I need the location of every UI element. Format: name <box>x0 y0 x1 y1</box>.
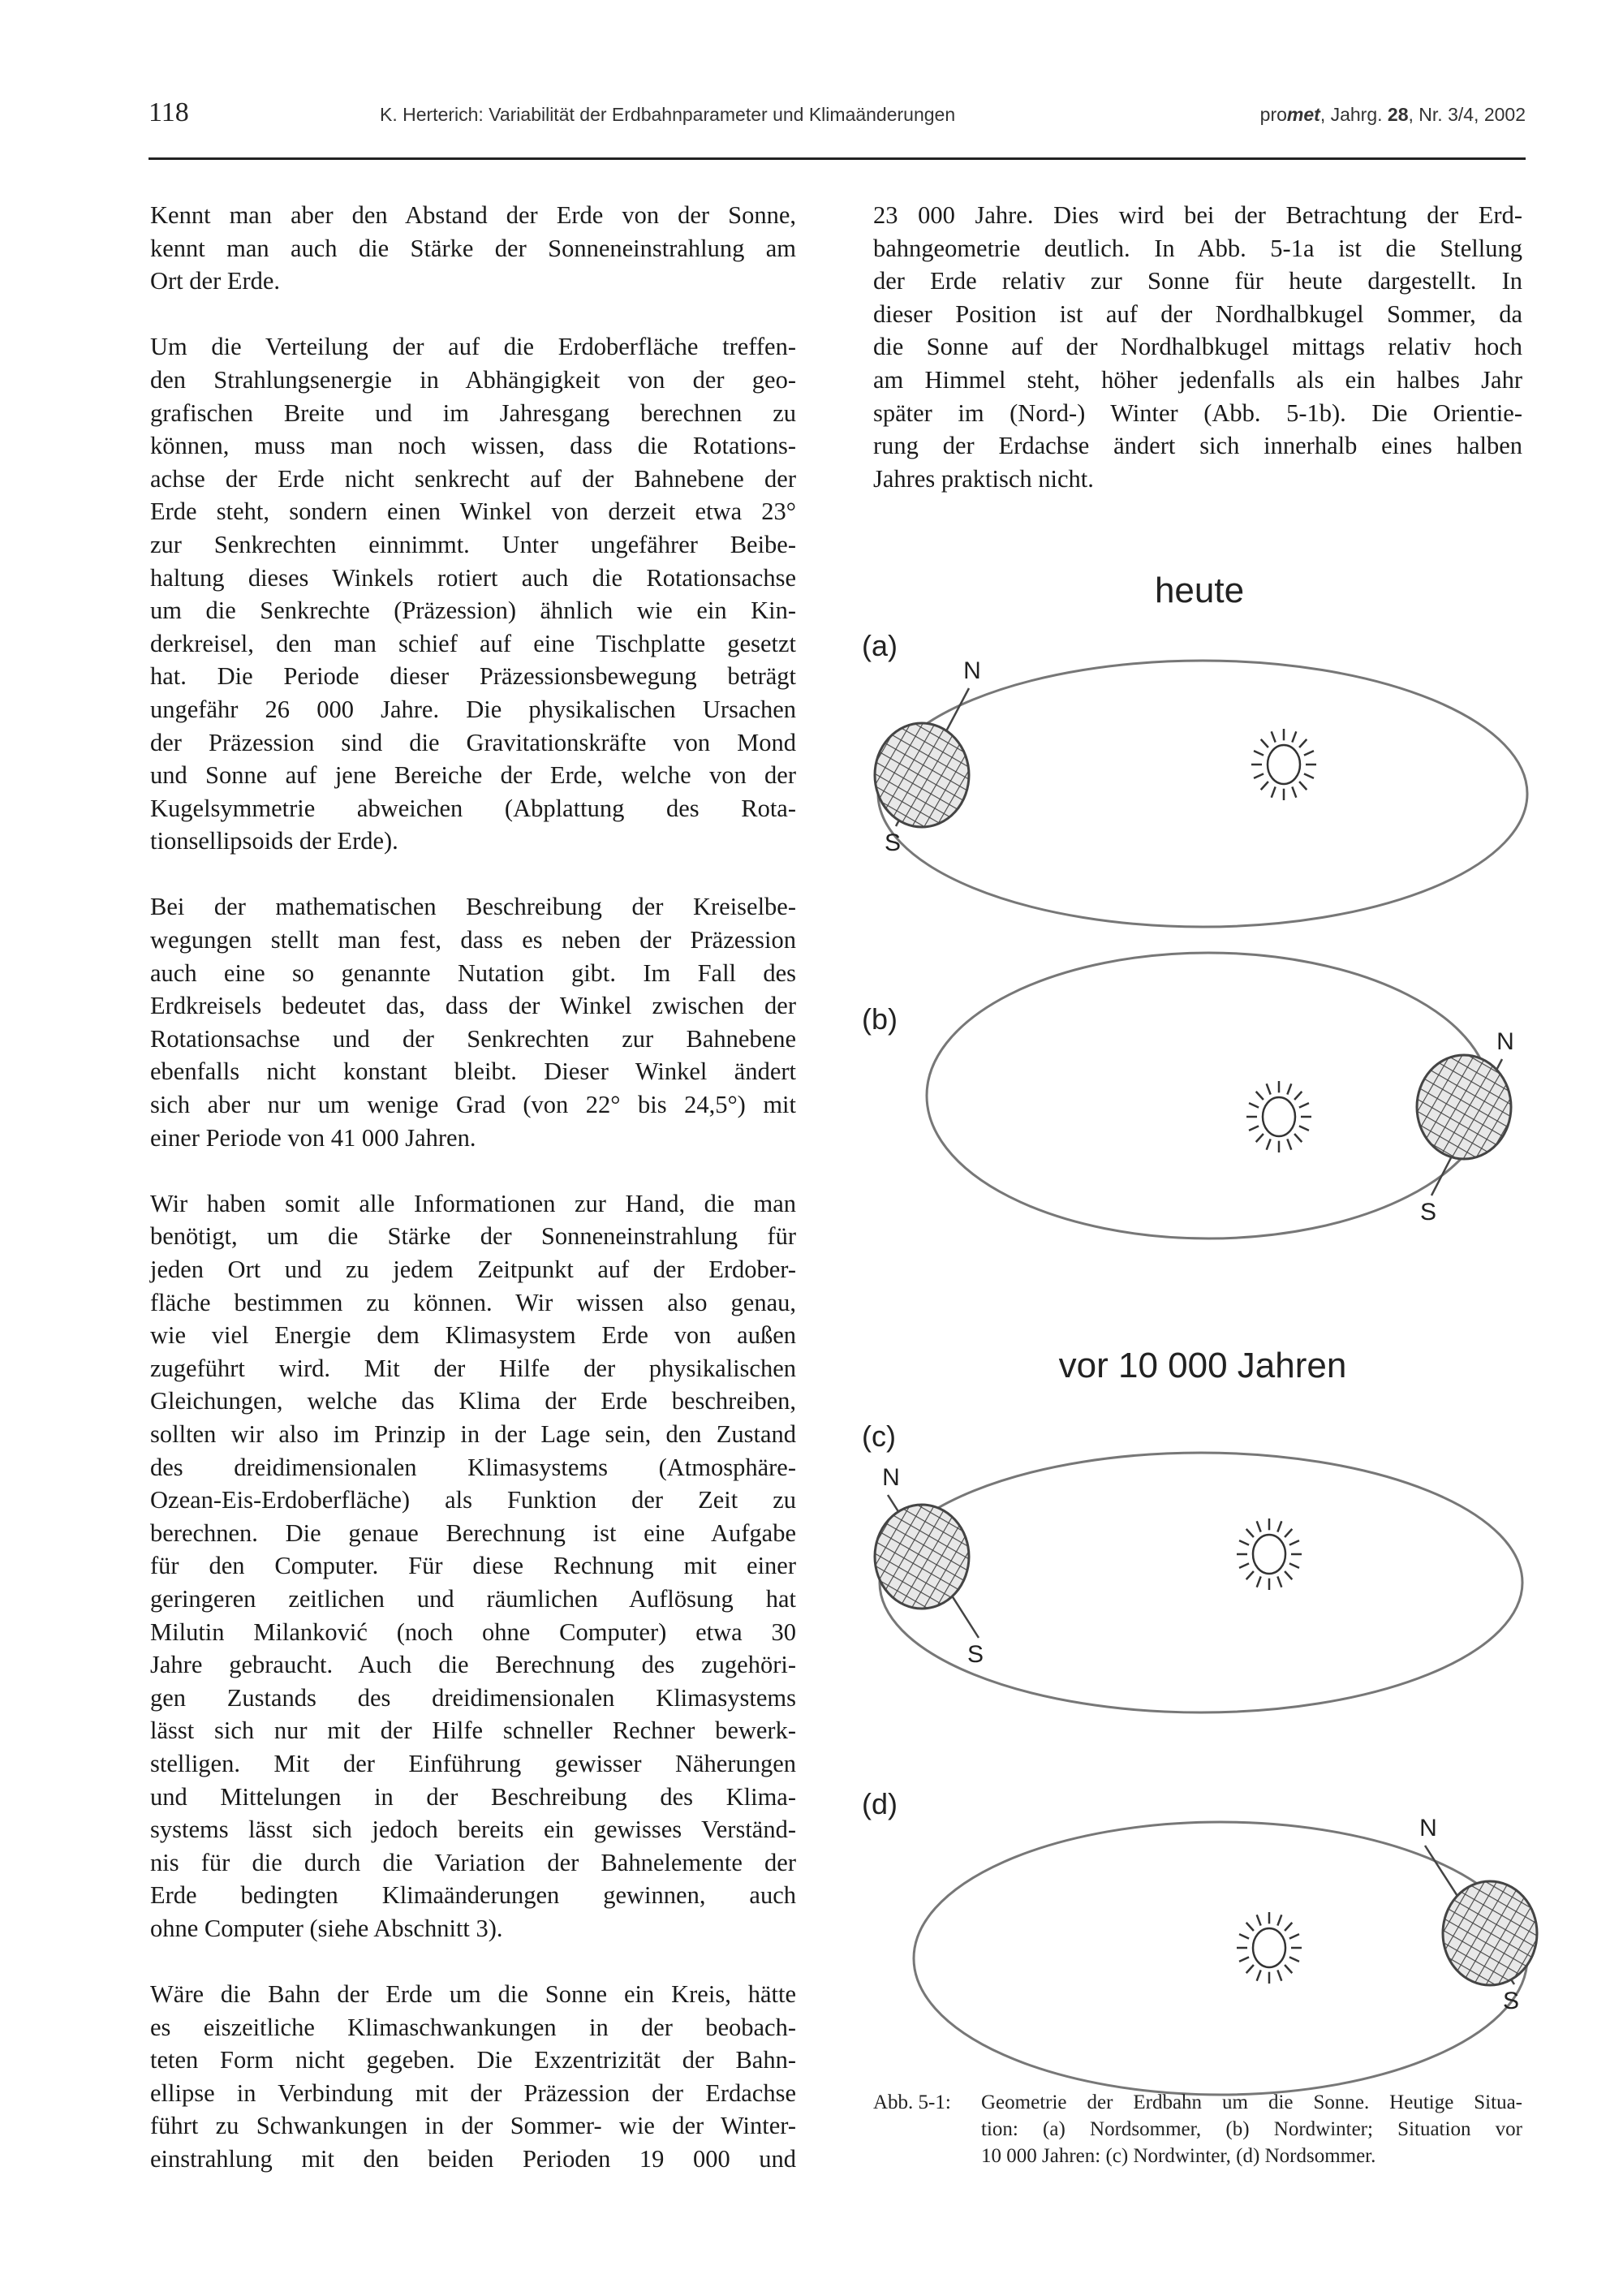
text-line: berechnen. Die genaue Berechnung ist eine Aufgabe <box>150 1518 796 1547</box>
text-line: fläche bestimmen zu können. Wir wissen also genau, <box>150 1288 796 1316</box>
panel-label: (d) <box>862 1787 898 1820</box>
sun-ray <box>1267 1083 1271 1094</box>
text-line: derkreisel, den man schief auf eine Tischplatte gesetzt <box>150 629 796 657</box>
figure-title-today: heute <box>1154 571 1245 610</box>
sun-ray <box>1249 1103 1259 1107</box>
text-line: später im (Nord-) Winter (Abb. 5-1b). Die Orientie- <box>873 398 1522 427</box>
sun-ray <box>1299 739 1307 747</box>
sun-ray <box>1239 1540 1249 1544</box>
earth-globe-icon <box>875 1505 969 1609</box>
text-line: sollten wir also im Prinzip in der Lage sein, den Zustand <box>150 1419 796 1448</box>
sun-disc <box>1263 1097 1295 1136</box>
south-pole-label: S <box>1502 1988 1520 2014</box>
sun-ray <box>1277 1521 1281 1531</box>
north-pole-label: N <box>1419 1815 1437 1842</box>
sun-ray <box>1246 1529 1254 1537</box>
caption-line: tion: (a) Nordsommer, (b) Nordwinter; Situation vor <box>981 2118 1522 2140</box>
caption-line: 10 000 Jahren: (c) Nordwinter, (d) Nordsommer. <box>981 2145 1376 2167</box>
sun-ray <box>1285 1923 1292 1931</box>
text-line: Kennt man aber den Abstand der Erde von der Sonne, <box>150 201 796 229</box>
text-line: und Sonne auf jene Bereiche der Erde, welche von der <box>150 761 796 790</box>
orbit-ellipse <box>880 1453 1522 1712</box>
text-line: Erdkreisels bedeutet das, dass der Winkel zwischen der <box>150 992 796 1020</box>
text-line: Kugelsymmetrie abweichen (Abplattung des Rota- <box>150 794 796 822</box>
sun-ray <box>1285 1965 1292 1973</box>
text-line: Jahre gebraucht. Auch die Berechnung des zugehöri- <box>150 1651 796 1679</box>
text-line: achse der Erde nicht senkrecht auf der Bahnebene der <box>150 464 796 493</box>
sun-icon <box>1246 1081 1311 1152</box>
sun-ray <box>1289 1540 1299 1544</box>
text-line: es eiszeitliche Klimaschwankungen in der beobach- <box>150 2013 796 2041</box>
orbit-ellipse <box>927 953 1490 1238</box>
sun-ray <box>1294 1134 1302 1142</box>
sun-ray <box>1261 739 1268 747</box>
south-pole-label: S <box>966 1641 984 1668</box>
panel-label: (c) <box>862 1419 896 1453</box>
sun-icon <box>1251 729 1316 800</box>
text-line: einer Periode von 41 000 Jahren. <box>150 1123 476 1152</box>
earth-globe-icon <box>875 723 969 827</box>
text-line: Gleichungen, welche das Klima der Erde beschreiben, <box>150 1387 796 1415</box>
sun-ray <box>1294 1092 1302 1100</box>
orbit-panel-b <box>862 953 1514 1238</box>
text-line: Erde steht, sondern einen Winkel von derzeit etwa 23° <box>150 498 796 526</box>
sun-ray <box>1239 1563 1249 1567</box>
text-line: ebenfalls nicht konstant bleibt. Dieser Winkel ändert <box>150 1058 796 1086</box>
text-line: benötigt, um die Stärke der Sonneneinstrahlung für <box>150 1222 796 1251</box>
text-line: Ort der Erde. <box>150 267 281 295</box>
text-line: am Himmel steht, höher jedenfalls als ein halbes Jahr <box>873 365 1522 394</box>
caption-label: Abb. 5-1: <box>873 2091 951 2113</box>
sun-ray <box>1277 1576 1281 1587</box>
earth-globe-icon <box>1417 1055 1511 1159</box>
sun-ray <box>1304 773 1314 778</box>
text-line: gen Zustands des dreidimensionalen Klimasystems <box>150 1683 796 1712</box>
text-line: systems lässt sich jedoch bereits ein gewisses Verständ- <box>150 1816 796 1844</box>
text-line: ellipse in Verbindung mit der Präzession der Erdachse <box>150 2078 796 2107</box>
sun-ray <box>1261 782 1268 790</box>
sun-ray <box>1267 1139 1271 1149</box>
sun-icon <box>1237 1912 1302 1984</box>
sun-disc <box>1253 1535 1285 1574</box>
panel-label: (b) <box>862 1002 898 1036</box>
journal-issue: , Nr. 3/4, 2002 <box>1408 104 1526 125</box>
text-line: Ozean-Eis-Erdoberfläche) als Funktion der Zeit zu <box>150 1486 796 1514</box>
sun-ray <box>1277 1915 1281 1925</box>
text-line: der Präzession sind die Gravitationskräfte von Mond <box>150 728 796 756</box>
text-line: den Strahlungsenergie in Abhängigkeit von der geo- <box>150 365 796 394</box>
sun-ray <box>1256 1134 1264 1142</box>
sun-ray <box>1272 731 1276 742</box>
sun-ray <box>1246 1923 1254 1931</box>
text-line: teten Form nicht gegeben. Die Exzentrizität der Bahn- <box>150 2046 796 2074</box>
text-line: der Erde relativ zur Sonne für heute dargestellt. In <box>873 267 1522 295</box>
sun-ray <box>1292 731 1296 742</box>
text-line: rung der Erdachse ändert sich innerhalb eines halben <box>873 432 1522 460</box>
caption-line: Geometrie der Erdbahn um die Sonne. Heutige Situa- <box>981 2091 1522 2113</box>
sun-ray <box>1257 1576 1261 1587</box>
sun-ray <box>1239 1957 1249 1961</box>
sun-ray <box>1257 1521 1261 1531</box>
text-line: führt zu Schwankungen in der Sommer- wie der Winter- <box>150 2112 796 2140</box>
text-line: Wäre die Bahn der Erde um die Sonne ein Kreis, hätte <box>150 1980 796 2009</box>
north-pole-label: N <box>882 1464 900 1491</box>
sun-ray <box>1289 1957 1299 1961</box>
text-line: bahngeometrie deutlich. In Abb. 5-1a ist die Stellung <box>873 234 1522 262</box>
text-line: haltung dieses Winkels rotiert auch die Rotationsachse <box>150 563 796 592</box>
text-line: ungefähr 26 000 Jahre. Die physikalischen Ursachen <box>150 695 796 723</box>
text-line: zugeführt wird. Mit der Hilfe der physikalischen <box>150 1354 796 1382</box>
text-line: die Sonne auf der Nordhalbkugel mittags relativ hoch <box>873 333 1522 361</box>
sun-ray <box>1257 1970 1261 1980</box>
sun-ray <box>1254 773 1264 778</box>
sun-ray <box>1287 1083 1291 1094</box>
text-line: um die Senkrechte (Präzession) ähnlich wie ein Kin- <box>150 597 796 625</box>
sun-icon <box>1237 1518 1302 1590</box>
text-line: jeden Ort und zu jedem Zeitpunkt auf der Erdober- <box>150 1256 796 1283</box>
text-line: Jahres praktisch nicht. <box>873 464 1094 493</box>
sun-ray <box>1304 751 1314 755</box>
caption-text <box>981 2089 1522 2169</box>
sun-ray <box>1239 1934 1249 1938</box>
text-line: kennt man auch die Stärke der Sonneneinstrahlung am <box>150 234 796 262</box>
text-line: des dreidimensionalen Klimasystems (Atmosphäre- <box>150 1453 796 1481</box>
sun-ray <box>1277 1970 1281 1980</box>
sun-disc <box>1253 1928 1285 1967</box>
journal-name-pre: pro <box>1259 104 1287 125</box>
text-line: zur Senkrechten einnimmt. Unter ungefährer Beibe- <box>150 530 796 558</box>
text-line: geringeren zeitlichen und räumlichen Auflösung hat <box>150 1584 796 1613</box>
orbit-panel-c <box>862 1419 1522 1712</box>
journal-volume: 28 <box>1387 104 1409 125</box>
sun-ray <box>1246 1571 1254 1579</box>
text-line: ohne Computer (siehe Abschnitt 3). <box>150 1914 503 1942</box>
text-line: wegungen stellt man fest, dass es neben der Präzession <box>150 926 796 954</box>
text-line: Um die Verteilung der auf die Erdoberfläche treffen- <box>150 333 796 361</box>
text-line: tionsellipsoids der Erde). <box>150 827 398 855</box>
text-line: lässt sich nur mit der Hilfe schneller Rechner bewerk- <box>150 1717 796 1745</box>
journal-name-bold: met <box>1286 104 1320 125</box>
running-title: K. Herterich: Variabilität der Erdbahnparameter und Klimaänderungen <box>380 104 956 125</box>
text-line: Erde bedingten Klimaänderungen gewinnen, auch <box>150 1881 796 1910</box>
text-line: sich aber nur um wenige Grad (von 22° bis 24,5°) mit <box>150 1091 796 1119</box>
north-pole-label: N <box>963 657 981 684</box>
text-line: wie viel Energie dem Klimasystem Erde von außen <box>150 1321 796 1350</box>
earth-globe-icon <box>1443 1881 1537 1985</box>
sun-ray <box>1299 1126 1309 1130</box>
text-line: können, muss man noch wissen, dass die Rotations- <box>150 432 796 460</box>
sun-ray <box>1292 786 1296 797</box>
sun-ray <box>1285 1529 1292 1537</box>
text-line: Wir haben somit alle Informationen zur Hand, die man <box>150 1189 796 1217</box>
orbit-panel-a <box>862 629 1527 927</box>
sun-ray <box>1299 1103 1309 1107</box>
orbit-ellipse <box>878 661 1527 927</box>
page-number: 118 <box>149 97 189 127</box>
sun-ray <box>1249 1126 1259 1130</box>
orbit-panel-d <box>862 1787 1537 2095</box>
text-line: auch eine so genannte Nutation gibt. Im Fall des <box>150 958 796 987</box>
text-line: und Mittelungen in der Beschreibung des Klima- <box>150 1782 796 1811</box>
text-line: Bei der mathematischen Beschreibung der Kreiselbe- <box>150 893 796 921</box>
text-line: einstrahlung mit den beiden Perioden 19 000 und <box>150 2145 796 2173</box>
sun-ray <box>1289 1563 1299 1567</box>
journal-year-label: , Jahrg. <box>1319 104 1388 125</box>
sun-ray <box>1285 1571 1292 1579</box>
sun-ray <box>1289 1934 1299 1938</box>
sun-ray <box>1299 782 1307 790</box>
north-pole-label: N <box>1496 1028 1514 1055</box>
text-line: Milutin Milanković (noch ohne Computer) etwa 30 <box>150 1618 796 1646</box>
south-pole-label: S <box>884 829 902 856</box>
sun-ray <box>1257 1915 1261 1925</box>
text-line: dieser Position ist auf der Nordhalbkugel Sommer, da <box>873 299 1522 328</box>
sun-ray <box>1272 786 1276 797</box>
sun-ray <box>1287 1139 1291 1149</box>
text-line: Rotationsachse und der Senkrechten zur Bahnebene <box>150 1024 796 1053</box>
text-line: für den Computer. Für diese Rechnung mit einer <box>150 1552 796 1580</box>
text-line: nis für die durch die Variation der Bahnelemente der <box>150 1848 796 1876</box>
sun-ray <box>1256 1092 1264 1100</box>
figure-title-past: vor 10 000 Jahren <box>1058 1346 1347 1385</box>
sun-ray <box>1246 1965 1254 1973</box>
text-line: grafischen Breite und im Jahresgang berechnen zu <box>150 398 796 427</box>
panel-label: (a) <box>862 629 898 662</box>
text-line: 23 000 Jahre. Dies wird bei der Betrachtung der Erd- <box>873 201 1522 229</box>
south-pole-label: S <box>1419 1199 1437 1226</box>
text-line: hat. Die Periode dieser Präzessionsbewegung beträgt <box>150 662 796 691</box>
text-line: stelligen. Mit der Einführung gewisser Näherungen <box>150 1749 796 1777</box>
sun-disc <box>1268 745 1300 784</box>
sun-ray <box>1254 751 1264 755</box>
